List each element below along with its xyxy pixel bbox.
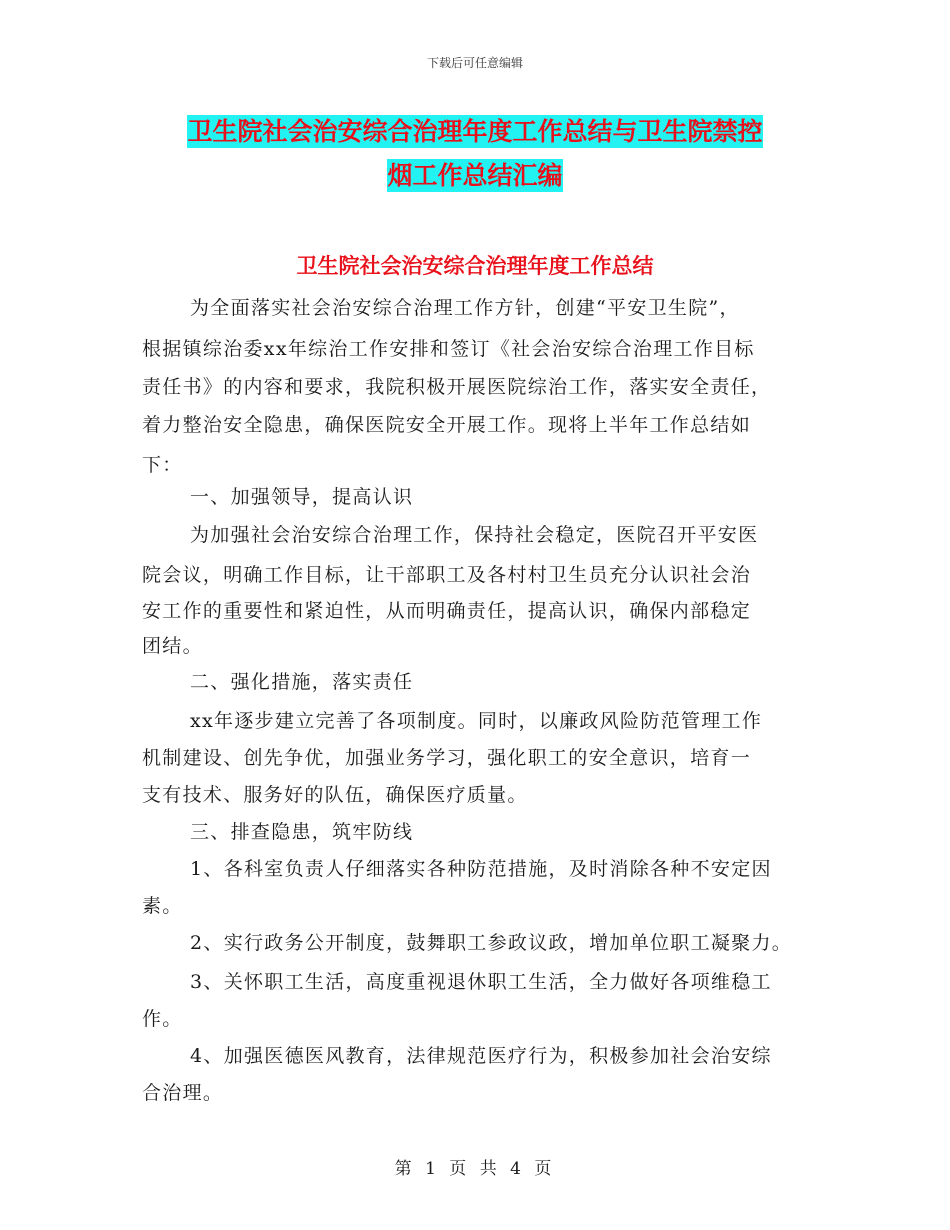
body-line: 4、加强医德医风教育，法律规范医疗行为，积极参加社会治安综 <box>190 1045 772 1067</box>
body-line: 3、关怀职工生活，高度重视退休职工生活，全力做好各项维稳工 <box>190 971 772 993</box>
body-line: 团结。 <box>142 635 203 657</box>
page-header: 下载后可任意编辑 <box>426 56 523 70</box>
body-line: 素。 <box>142 895 183 917</box>
body-line: 合治理。 <box>142 1082 224 1104</box>
section-heading: 三、排查隐患，筑牢防线 <box>190 821 414 843</box>
section-heading: 二、强化措施，落实责任 <box>190 671 414 693</box>
document-title-line-2-text: 烟工作总结汇编 <box>387 161 563 190</box>
body-line: 责任书》的内容和要求，我院积极开展医院综治工作，落实安全责任， <box>142 376 772 398</box>
body-line: 机制建设、创先争优，加强业务学习，强化职工的安全意识，培育一 <box>142 747 752 769</box>
body-line: 作。 <box>142 1008 183 1030</box>
body-line: xx年逐步建立完善了各项制度。同时，以廉政风险防范管理工作 <box>190 710 763 732</box>
body-line: 着力整治安全隐患，确保医院安全开展工作。现将上半年工作总结如 <box>142 414 752 436</box>
body-line: 根据镇综治委xx年综治工作安排和签订《社会治安综合治理工作目标 <box>142 338 755 360</box>
body-line: 1、各科室负责人仔细落实各种防范措施，及时消除各种不安定因 <box>190 858 772 880</box>
section-title: 卫生院社会治安综合治理年度工作总结 <box>296 254 654 278</box>
body-line: 2、实行政务公开制度，鼓舞职工参政议政，增加单位职工凝聚力。 <box>190 932 793 954</box>
body-line: 为加强社会治安综合治理工作，保持社会稳定，医院召开平安医 <box>190 524 759 546</box>
body-line: 下： <box>142 454 183 476</box>
body-line: 院会议，明确工作目标，让干部职工及各村村卫生员充分认识社会治 <box>142 564 752 586</box>
document-title-line-2 <box>0 156 950 192</box>
body-line: 为全面落实社会治安综合治理工作方针，创建“平安卫生院”， <box>190 297 740 319</box>
section-heading: 一、加强领导，提高认识 <box>190 486 414 508</box>
document-title-line-1-text: 卫生院社会治安综合治理年度工作总结与卫生院禁控 <box>187 117 763 146</box>
body-line: 安工作的重要性和紧迫性，从而明确责任，提高认识，确保内部稳定 <box>142 600 752 622</box>
document-title-line-1 <box>0 112 950 148</box>
page-footer: 第 1 页 共 4 页 <box>394 1159 556 1179</box>
body-line: 支有技术、服务好的队伍，确保医疗质量。 <box>142 784 528 806</box>
